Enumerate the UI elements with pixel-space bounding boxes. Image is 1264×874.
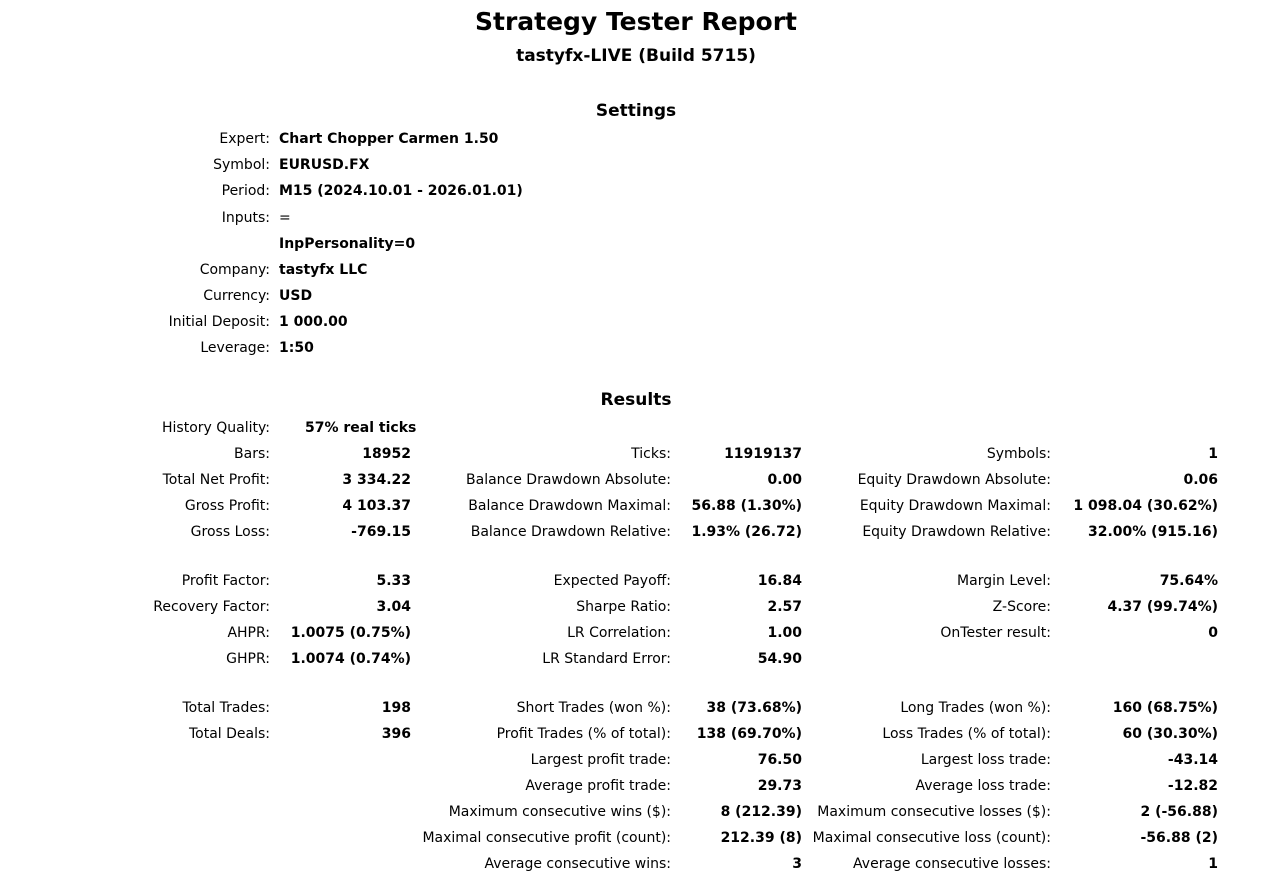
result-value: 1 <box>1208 856 1218 872</box>
result-value: 75.64% <box>1159 573 1218 589</box>
result-label: Total Trades: <box>182 700 270 716</box>
settings-label: Currency: <box>203 288 270 304</box>
result-label: Largest loss trade: <box>920 752 1051 768</box>
results-row <box>0 623 1264 643</box>
result-value: 3 <box>792 856 802 872</box>
settings-row-company <box>0 260 1264 280</box>
result-value: 1.00 <box>767 625 802 641</box>
result-label: Expected Payoff: <box>553 573 671 589</box>
settings-value: tastyfx LLC <box>279 262 368 278</box>
result-label: Long Trades (won %): <box>900 700 1051 716</box>
settings-value: 1:50 <box>279 340 314 356</box>
result-label: OnTester result: <box>940 625 1051 641</box>
results-row <box>0 724 1264 744</box>
result-value: 4.37 (99.74%) <box>1107 599 1218 615</box>
result-label: Average consecutive losses: <box>853 856 1051 872</box>
result-label: Sharpe Ratio: <box>576 599 671 615</box>
result-value: 0.06 <box>1183 472 1218 488</box>
result-value: 11919137 <box>724 446 802 462</box>
settings-value: Chart Chopper Carmen 1.50 <box>279 131 499 147</box>
results-row <box>0 444 1264 464</box>
result-label: Ticks: <box>631 446 671 462</box>
results-heading: Results <box>600 390 672 410</box>
results-row <box>0 698 1264 718</box>
result-label: Short Trades (won %): <box>516 700 671 716</box>
result-value: 56.88 (1.30%) <box>691 498 802 514</box>
result-value: 1.0075 (0.75%) <box>290 625 411 641</box>
settings-row-period <box>0 181 1264 201</box>
result-label: Average profit trade: <box>525 778 671 794</box>
results-row <box>0 470 1264 490</box>
result-label: Maximal consecutive loss (count): <box>812 830 1051 846</box>
result-label: Balance Drawdown Maximal: <box>468 498 671 514</box>
results-row <box>0 571 1264 591</box>
result-value: 138 (69.70%) <box>696 726 802 742</box>
result-label: Z-Score: <box>992 599 1051 615</box>
result-value: 38 (73.68%) <box>706 700 802 716</box>
result-label: Equity Drawdown Maximal: <box>859 498 1051 514</box>
settings-value: M15 (2024.10.01 - 2026.01.01) <box>279 183 523 199</box>
results-row <box>0 828 1264 848</box>
result-label: Total Net Profit: <box>162 472 270 488</box>
settings-value: = <box>279 210 291 226</box>
result-label: AHPR: <box>227 625 270 641</box>
result-value: 3.04 <box>376 599 411 615</box>
settings-value: USD <box>279 288 313 304</box>
result-value: 0 <box>1208 625 1218 641</box>
result-label: Gross Loss: <box>190 524 270 540</box>
settings-label: Symbol: <box>213 157 270 173</box>
result-label: Profit Trades (% of total): <box>496 726 671 742</box>
settings-value: EURUSD.FX <box>279 157 370 173</box>
result-value: 2.57 <box>767 599 802 615</box>
settings-value: 1 000.00 <box>279 314 348 330</box>
settings-row-symbol <box>0 155 1264 175</box>
results-row <box>0 750 1264 770</box>
settings-label: Expert: <box>219 131 270 147</box>
result-value: 16.84 <box>757 573 802 589</box>
result-label: Balance Drawdown Relative: <box>470 524 671 540</box>
result-value: 1 <box>1208 446 1218 462</box>
results-row <box>0 418 1264 438</box>
result-value: 32.00% (915.16) <box>1087 524 1218 540</box>
result-value: -43.14 <box>1167 752 1218 768</box>
settings-row-deposit <box>0 312 1264 332</box>
result-label: Maximum consecutive wins ($): <box>448 804 671 820</box>
result-value: 57% real ticks <box>305 420 417 436</box>
settings-value: InpPersonality=0 <box>279 236 416 252</box>
result-label: Equity Drawdown Relative: <box>862 524 1051 540</box>
result-value: -12.82 <box>1167 778 1218 794</box>
result-label: Average loss trade: <box>915 778 1051 794</box>
results-row <box>0 496 1264 516</box>
result-value: 198 <box>381 700 411 716</box>
result-value: 54.90 <box>757 651 802 667</box>
results-row <box>0 776 1264 796</box>
result-label: LR Correlation: <box>567 625 671 641</box>
result-value: -56.88 (2) <box>1140 830 1218 846</box>
result-label: Average consecutive wins: <box>484 856 671 872</box>
results-row <box>0 597 1264 617</box>
settings-row-input-param <box>0 234 1264 254</box>
settings-row-inputs <box>0 208 1264 228</box>
results-row <box>0 854 1264 874</box>
result-label: Largest profit trade: <box>530 752 671 768</box>
result-value: 8 (212.39) <box>720 804 802 820</box>
report-title: Strategy Tester Report <box>474 7 798 36</box>
report-subtitle: tastyfx-LIVE (Build 5715) <box>516 46 756 66</box>
settings-row-expert <box>0 129 1264 149</box>
settings-label: Inputs: <box>221 210 270 226</box>
result-value: 2 (-56.88) <box>1140 804 1218 820</box>
result-label: Bars: <box>234 446 270 462</box>
result-label: Symbols: <box>986 446 1051 462</box>
settings-label: Initial Deposit: <box>168 314 270 330</box>
settings-label: Company: <box>199 262 270 278</box>
result-value: -769.15 <box>351 524 411 540</box>
result-value: 4 103.37 <box>342 498 411 514</box>
result-label: LR Standard Error: <box>542 651 671 667</box>
results-row <box>0 522 1264 542</box>
result-value: 0.00 <box>767 472 802 488</box>
settings-label: Leverage: <box>200 340 270 356</box>
result-value: 18952 <box>362 446 411 462</box>
result-label: Recovery Factor: <box>153 599 270 615</box>
result-label: Loss Trades (% of total): <box>882 726 1051 742</box>
result-value: 1.93% (26.72) <box>691 524 802 540</box>
result-label: Maximum consecutive losses ($): <box>817 804 1051 820</box>
settings-label: Period: <box>221 183 270 199</box>
results-row <box>0 802 1264 822</box>
result-label: Balance Drawdown Absolute: <box>466 472 671 488</box>
result-value: 1 098.04 (30.62%) <box>1073 498 1218 514</box>
settings-row-leverage <box>0 338 1264 358</box>
result-value: 60 (30.30%) <box>1122 726 1218 742</box>
result-label: Equity Drawdown Absolute: <box>857 472 1051 488</box>
result-value: 160 (68.75%) <box>1112 700 1218 716</box>
result-label: Profit Factor: <box>181 573 270 589</box>
result-label: Margin Level: <box>957 573 1051 589</box>
results-row <box>0 649 1264 669</box>
result-value: 76.50 <box>757 752 802 768</box>
result-value: 1.0074 (0.74%) <box>290 651 411 667</box>
result-label: Gross Profit: <box>184 498 270 514</box>
result-label: Total Deals: <box>188 726 270 742</box>
settings-row-currency <box>0 286 1264 306</box>
result-value: 3 334.22 <box>342 472 411 488</box>
result-value: 396 <box>381 726 411 742</box>
result-label: Maximal consecutive profit (count): <box>422 830 671 846</box>
settings-heading: Settings <box>595 101 677 121</box>
result-label: History Quality: <box>162 420 270 436</box>
result-value: 29.73 <box>757 778 802 794</box>
result-value: 212.39 (8) <box>720 830 802 846</box>
result-value: 5.33 <box>376 573 411 589</box>
result-label: GHPR: <box>226 651 270 667</box>
